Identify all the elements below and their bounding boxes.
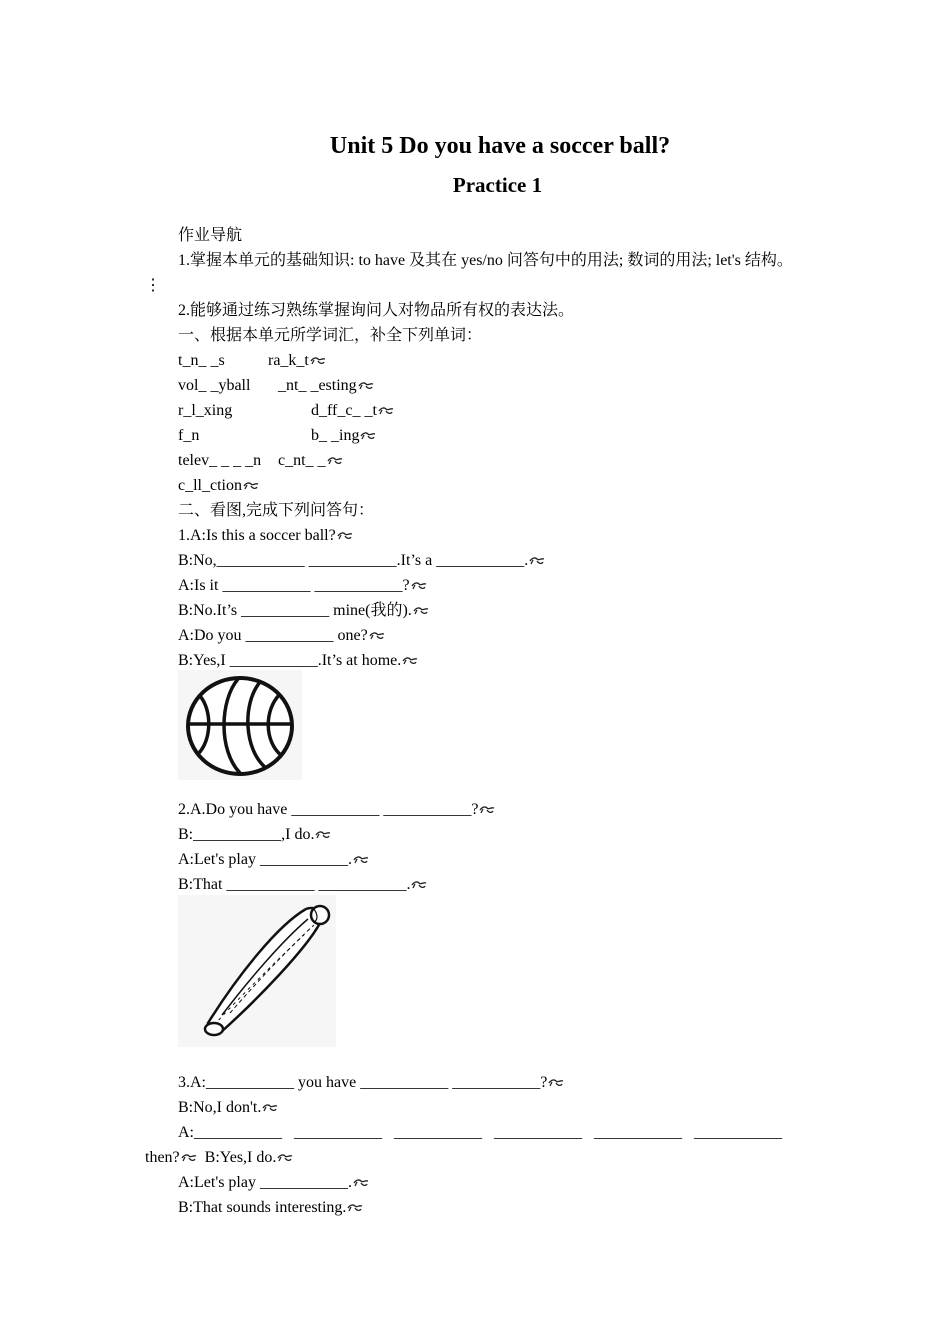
q1-line-1: 1.A:Is this a soccer ball? bbox=[178, 526, 353, 546]
q3-line-6: B:That sounds interesting. bbox=[178, 1198, 363, 1218]
word-4b: b_ _ing bbox=[311, 426, 376, 446]
guide-item-1: 1.掌握本单元的基础知识: to have 及其在 yes/no 问答句中的用法; 数词的用法; let's 结构。 bbox=[178, 252, 793, 269]
q1-line-4: B:No.It’s ___________ mine(我的). bbox=[178, 601, 429, 621]
q2-line-1: 2.A.Do you have ___________ ___________? bbox=[178, 800, 495, 820]
q3-line-2: B:No,I don't. bbox=[178, 1098, 278, 1118]
return-mark-icon bbox=[310, 356, 326, 366]
return-mark-icon bbox=[378, 406, 394, 416]
return-mark-icon bbox=[402, 656, 418, 666]
return-mark-icon bbox=[347, 1203, 363, 1213]
return-mark-icon bbox=[411, 581, 427, 591]
word-6a: c_ll_ction bbox=[178, 476, 259, 496]
word-2b: _nt_ _esting bbox=[278, 376, 374, 396]
guide-item-1-cont: ⋮ bbox=[145, 277, 161, 294]
return-mark-icon bbox=[548, 1078, 564, 1088]
return-mark-icon bbox=[337, 531, 353, 541]
word-2a: vol_ _yball bbox=[178, 377, 251, 394]
return-mark-icon bbox=[353, 1178, 369, 1188]
word-4a: f_n bbox=[178, 427, 200, 444]
word-3b: d_ff_c_ _t bbox=[311, 401, 394, 421]
return-mark-icon bbox=[315, 830, 331, 840]
word-1a: t_n_ _s bbox=[178, 352, 225, 369]
return-mark-icon bbox=[529, 556, 545, 566]
return-mark-icon bbox=[353, 855, 369, 865]
q2-line-3: A:Let's play ___________. bbox=[178, 850, 369, 870]
word-5b: c_nt_ _ bbox=[278, 451, 343, 471]
q2-line-2: B:___________,I do. bbox=[178, 825, 331, 845]
word-3a: r_l_xing bbox=[178, 402, 233, 419]
return-mark-icon bbox=[369, 631, 385, 641]
return-mark-icon bbox=[360, 431, 376, 441]
q1-line-5: A:Do you ___________ one? bbox=[178, 626, 385, 646]
return-mark-icon bbox=[277, 1153, 293, 1163]
basketball-image bbox=[178, 670, 302, 780]
word-1b: ra_k_t bbox=[268, 351, 326, 371]
section1-heading: 一、根据本单元所学词汇，补全下列单词： bbox=[178, 327, 483, 344]
q2-line-4: B:That ___________ ___________. bbox=[178, 875, 427, 895]
return-mark-icon bbox=[479, 805, 495, 815]
guide-heading: 作业导航 bbox=[178, 227, 243, 244]
q1-line-2: B:No,___________ ___________.It’s a ___________. bbox=[178, 551, 545, 571]
q3-line-3: A:___________ ___________ ___________ ___________ ___________ ___________ bbox=[178, 1124, 782, 1141]
return-mark-icon bbox=[181, 1153, 197, 1163]
return-mark-icon bbox=[243, 481, 259, 491]
return-mark-icon bbox=[413, 606, 429, 616]
q3-line-4: then? B:Yes,I do. bbox=[145, 1148, 293, 1168]
return-mark-icon bbox=[358, 381, 374, 391]
return-mark-icon bbox=[327, 456, 343, 466]
section2-heading: 二、看图,完成下列问答句： bbox=[178, 502, 375, 519]
q1-line-3: A:Is it ___________ ___________? bbox=[178, 576, 427, 596]
return-mark-icon bbox=[262, 1103, 278, 1113]
page-title: Unit 5 Do you have a soccer ball? bbox=[329, 133, 671, 159]
guide-item-2: 2.能够通过练习熟练掌握询问人对物品所有权的表达法。 bbox=[178, 302, 575, 319]
word-5a: telev_ _ _ _n bbox=[178, 452, 262, 469]
q3-line-5: A:Let's play ___________. bbox=[178, 1173, 369, 1193]
q3-line-1: 3.A:___________ you have ___________ ___________? bbox=[178, 1073, 564, 1093]
q1-line-6: B:Yes,I ___________.It’s at home. bbox=[178, 651, 418, 671]
baseball-bat-image bbox=[178, 895, 336, 1047]
return-mark-icon bbox=[411, 880, 427, 890]
page-subtitle: Practice 1 bbox=[452, 173, 543, 197]
